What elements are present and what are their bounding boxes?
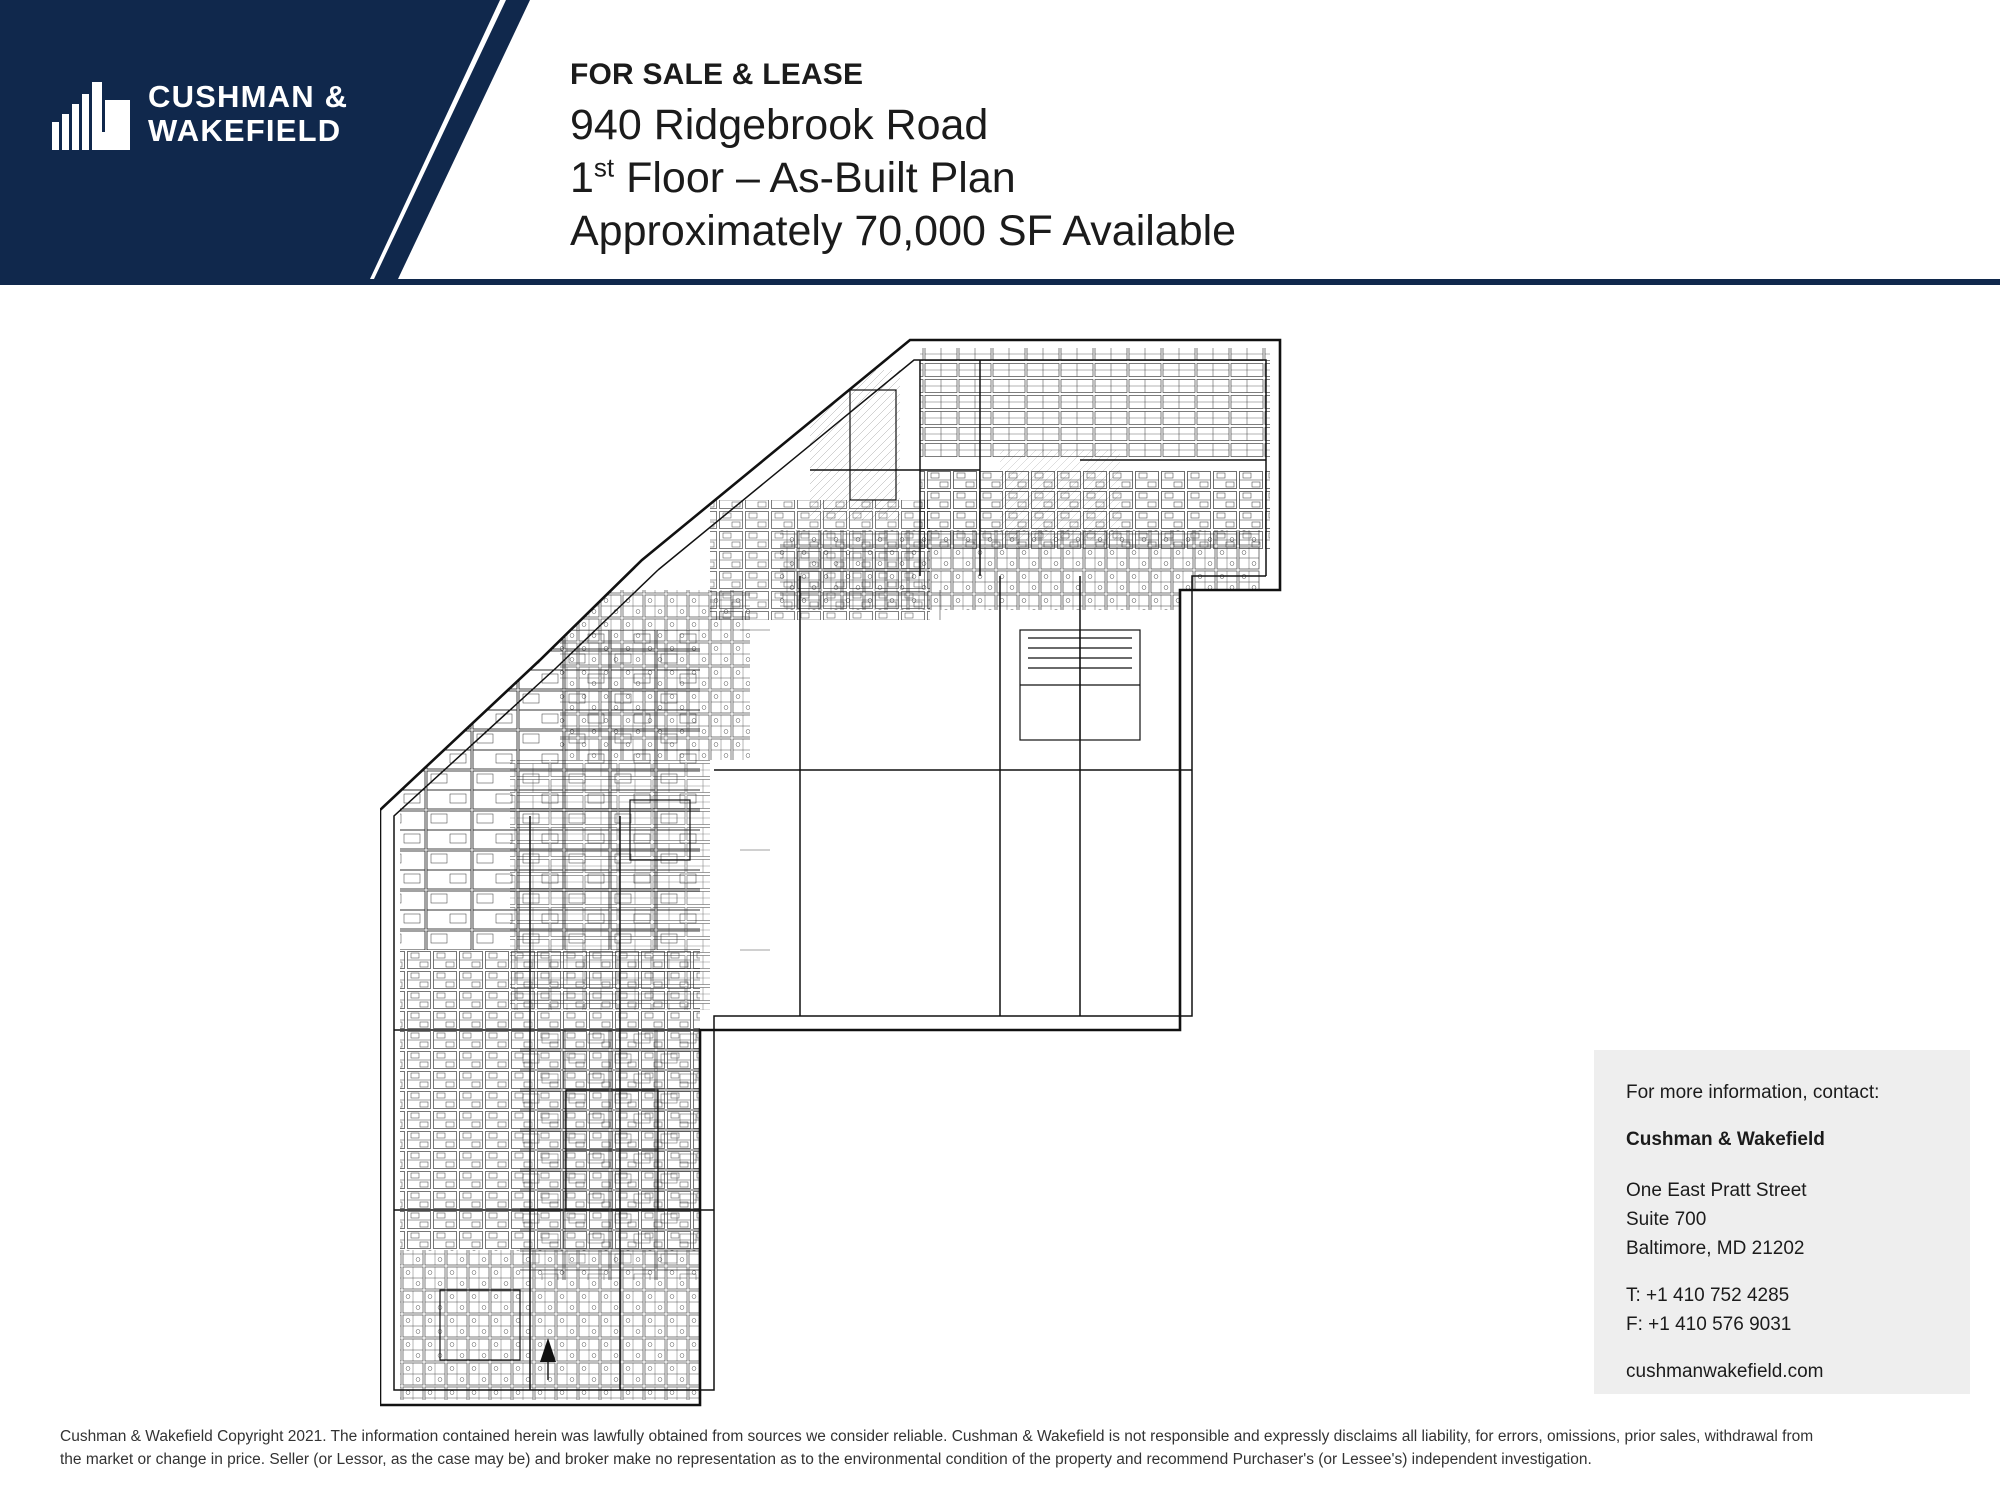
- title-block: [570, 58, 1236, 258]
- floor-plan-drawing: [380, 330, 1520, 1410]
- availability-text: Approximately 70,000 SF Available: [570, 207, 1237, 255]
- contact-address-line-1: One East Pratt Street: [1626, 1180, 1807, 1201]
- floor-ordinal-suffix: st: [593, 152, 615, 183]
- floor-number: 1: [570, 154, 594, 202]
- contact-info-box: [1594, 1050, 1970, 1394]
- contact-phone: T: +1 410 752 4285: [1626, 1285, 1790, 1306]
- contact-address-line-3: Baltimore, MD 21202: [1626, 1238, 1805, 1259]
- contact-fax: F: +1 410 576 9031: [1626, 1314, 1792, 1335]
- contact-website-link[interactable]: cushmanwakefield.com: [1626, 1361, 1824, 1382]
- legal-disclaimer: [60, 1425, 1940, 1471]
- cushman-wakefield-logo: [52, 78, 348, 150]
- contact-intro: For more information, contact:: [1626, 1082, 1880, 1103]
- disclaimer-line-2: the market or change in price. Seller (or Lessor, as the case may be) and broker make no representation as to the environmental condition of the property and recommend Purchaser's (or Lessee's) independent investigation.: [60, 1451, 1592, 1468]
- logo-wordmark: [148, 80, 348, 148]
- logo-mark-icon: [52, 78, 130, 150]
- listing-type-label: FOR SALE & LEASE: [570, 58, 864, 91]
- floor-plan-svg: [380, 330, 1520, 1410]
- page-header: [0, 0, 2000, 285]
- header-bottom-rule: [0, 279, 2000, 285]
- contact-address-line-2: Suite 700: [1626, 1209, 1707, 1230]
- plan-title: [570, 152, 1236, 205]
- logo-line-1: CUSHMAN &: [148, 79, 349, 114]
- disclaimer-line-1: Cushman & Wakefield Copyright 2021. The information contained herein was lawfully obtained from sources we consider reliable. Cushman & Wakefield is not responsible and expressly disclaims all liability, for errors, omissions, prior sales, withdrawal from: [60, 1428, 1814, 1445]
- plan-title-rest: Floor – As-Built Plan: [614, 154, 1016, 202]
- contact-company: Cushman & Wakefield: [1626, 1129, 1825, 1150]
- logo-line-2: WAKEFIELD: [148, 113, 342, 148]
- property-address: 940 Ridgebrook Road: [570, 101, 989, 149]
